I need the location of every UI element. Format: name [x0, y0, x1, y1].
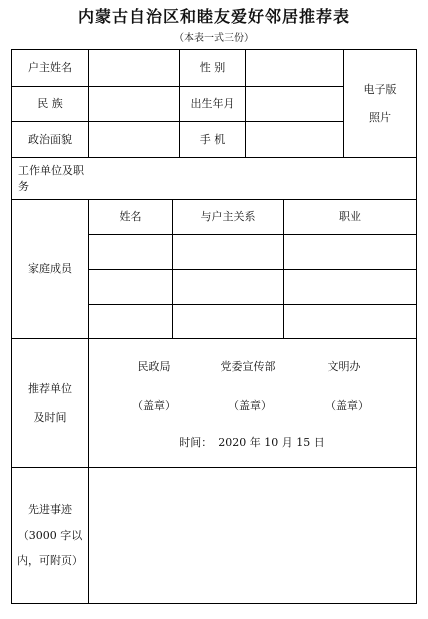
mobile-field[interactable] — [246, 122, 343, 157]
form-title: 内蒙古自治区和睦友爱好邻居推荐表 — [77, 7, 350, 26]
label-political-status: 政治面貌 — [28, 132, 72, 146]
org-civilization-office: 文明办 — [327, 360, 361, 374]
family-row[interactable] — [89, 305, 416, 338]
householder-name-field[interactable] — [89, 50, 179, 86]
recommend-time — [162, 434, 342, 452]
photo-label-line1: 电子版 — [363, 83, 397, 97]
gender-field[interactable] — [246, 50, 343, 86]
deeds-field[interactable] — [89, 468, 416, 603]
label-householder-name: 户主姓名 — [28, 61, 72, 75]
work-unit-field[interactable] — [89, 158, 416, 199]
org-civil-affairs: 民政局 — [137, 360, 171, 374]
label-recommend-line1: 推荐单位 — [28, 381, 72, 395]
label-recommend — [12, 339, 88, 467]
family-col-job: 职业 — [339, 210, 361, 224]
label-deeds-line1: 先进事迹 — [28, 503, 72, 517]
org-propaganda: 党委宣传部 — [220, 360, 276, 374]
seal-civilization-office: （盖章） — [325, 399, 369, 413]
seal-propaganda: （盖章） — [228, 399, 272, 413]
recommend-time-value: 2020 年 10 月 15 日 — [218, 436, 325, 450]
family-col-name: 姓名 — [119, 210, 142, 224]
label-deeds-line2: （3000 字以 — [17, 528, 83, 542]
label-mobile: 手 机 — [199, 132, 226, 146]
recommend-time-label: 时间： — [179, 436, 213, 450]
label-deeds-line3: 内，可附页） — [17, 554, 83, 568]
family-col-relation: 与户主关系 — [200, 210, 256, 224]
label-gender: 性 别 — [199, 61, 226, 75]
label-deeds — [12, 468, 88, 603]
label-work-unit: 工作单位及职务 — [18, 164, 84, 193]
label-birth-date: 出生年月 — [190, 97, 235, 111]
political-status-field[interactable] — [89, 122, 179, 157]
photo-box[interactable] — [344, 50, 416, 157]
photo-label-line2: 照片 — [369, 110, 391, 124]
form-subtitle: （本表一式三份） — [174, 33, 254, 44]
family-row[interactable] — [89, 235, 416, 269]
label-ethnicity: 民 族 — [37, 97, 63, 111]
label-recommend-line2: 及时间 — [33, 411, 67, 424]
seal-civil-affairs: （盖章） — [132, 399, 176, 413]
birth-date-field[interactable] — [246, 87, 343, 121]
family-row[interactable] — [89, 270, 416, 304]
ethnicity-field[interactable] — [89, 87, 179, 121]
recommendation-form-table — [11, 49, 417, 604]
label-family-members: 家庭成员 — [28, 262, 72, 276]
